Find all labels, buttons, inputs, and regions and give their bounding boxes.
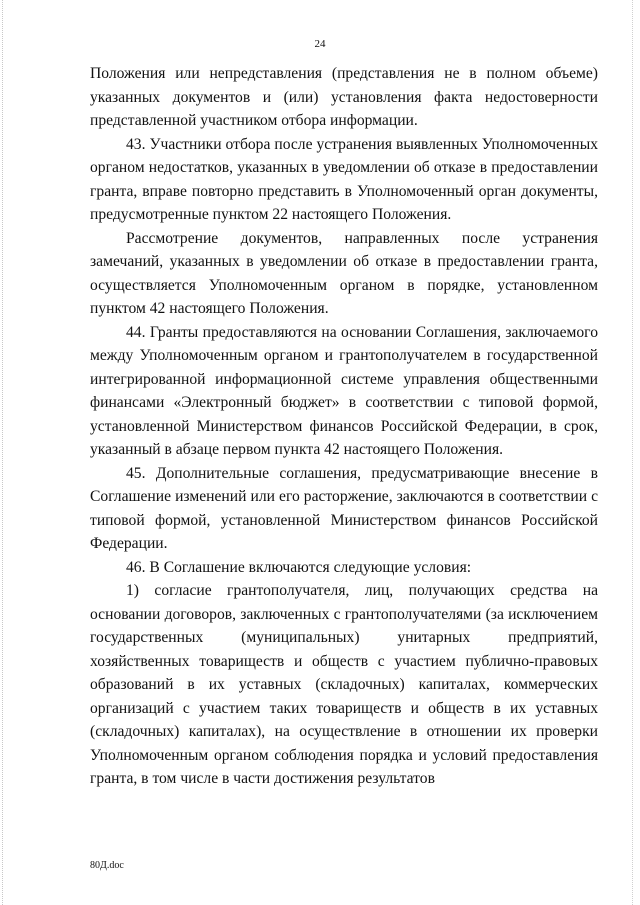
page-number: 24 [314, 38, 326, 50]
paragraph-44: 44. Гранты предоставляются на основании Соглашения, заключаемого между Уполномоченным органом и грантополучателем в государственной интегрированной информационной системе управления общественными финансами «Электронный бюджет» в соответствии с типовой формой, установленной Министерством финансов Российской Федерации, в срок, указанный в абзаце первом пункта 42 настоящего Положения. [90, 323, 598, 458]
paragraph-46-item-1: 1) согласие грантополучателя, лиц, получающих средства на основании договоров, заключенных с грантополучателями (за исключением государственных (муниципальных) унитарных предприятий, хозяйственных товариществ и обществ с участием публично-правовых образований в их уставных (складочных) капиталах, коммерческих организаций с участием таких товариществ и обществ в их уставных (складочных) капиталах), на осуществление в отношении их проверки Уполномоченным органом соблюдения порядка и условий предоставления гранта, в том числе в части достижения результатов [90, 582, 598, 787]
paragraph-43: 43. Участники отбора после устранения выявленных Уполномоченных органом недостатков, указанных в уведомлении об отказе в предоставлении гранта, вправе повторно представить в Уполномоченный орган документы, предусмотренные пунктом 22 настоящего Положения. [90, 135, 598, 223]
paragraph-46: 46. В Соглашение включаются следующие условия: [126, 558, 472, 576]
file-name-footer: 80Д.doc [90, 860, 124, 871]
paragraph-45: 45. Дополнительные соглашения, предусматривающие внесение в Соглашение изменений или его расторжение, заключаются в соответствии с типовой формой, установленной Министерством финансов Российской Федерации. [90, 464, 598, 552]
document-body [90, 62, 598, 791]
paragraph-43-review: Рассмотрение документов, направленных после устранения замечаний, указанных в уведомлении об отказе в предоставлении гранта, осуществляется Уполномоченным органом в порядке, установленном пунктом 42 настоящего Положения. [90, 229, 598, 317]
scan-edge-right [632, 0, 634, 905]
scan-edge-left [2, 0, 4, 905]
paragraph-continuation: Положения или непредставления (представления не в полном объеме) указанных документов и (или) установления факта недостоверности представленной участником отбора информации. [90, 65, 598, 129]
